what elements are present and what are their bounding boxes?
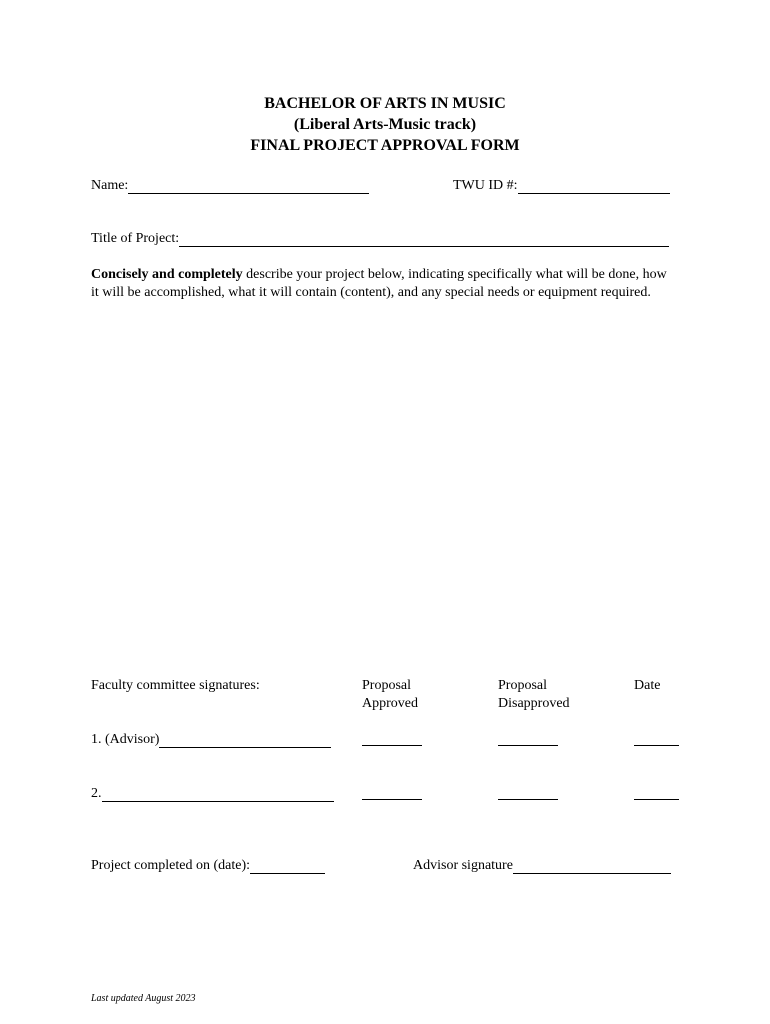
col-disapproved-line1: Proposal — [498, 678, 547, 693]
completion-date-label: Project completed on (date): — [91, 858, 250, 873]
advisor-date-blank[interactable] — [634, 744, 679, 746]
title-line-degree: BACHELOR OF ARTS IN MUSIC — [264, 95, 506, 112]
col-disapproved-line2: Disapproved — [498, 696, 570, 711]
advisor-signature-line[interactable] — [159, 734, 331, 748]
signature-row-2[interactable] — [91, 785, 334, 802]
advisor-signature-field[interactable] — [413, 857, 671, 874]
row2-approved-blank[interactable] — [362, 798, 422, 800]
name-label: Name: — [91, 178, 129, 193]
project-title-label: Title of Project: — [91, 231, 180, 246]
project-title-line[interactable] — [179, 233, 669, 247]
row2-signature-line[interactable] — [102, 788, 334, 802]
col-date: Date — [634, 678, 661, 693]
completion-date-field[interactable] — [91, 857, 325, 874]
twu-id-line[interactable] — [518, 180, 670, 194]
twu-id-label: TWU ID #: — [453, 178, 518, 193]
col-proposal-disapproved — [498, 677, 570, 713]
title-line-form: FINAL PROJECT APPROVAL FORM — [250, 137, 520, 154]
advisor-signature-final-line[interactable] — [513, 860, 671, 874]
advisor-disapproved-blank[interactable] — [498, 744, 558, 746]
advisor-row-label: 1. (Advisor) — [91, 732, 160, 747]
form-title — [0, 93, 770, 156]
row2-date-blank[interactable] — [634, 798, 679, 800]
name-line[interactable] — [128, 180, 369, 194]
description-bold-lead: Concisely and completely — [91, 267, 243, 282]
signatures-heading: Faculty committee signatures: — [91, 678, 260, 693]
last-updated-note: Last updated August 2023 — [91, 993, 196, 1004]
row2-label: 2. — [91, 786, 102, 801]
name-field[interactable] — [91, 177, 369, 194]
col-approved-line1: Proposal — [362, 678, 411, 693]
title-line-track: (Liberal Arts-Music track) — [293, 116, 477, 133]
twu-id-field[interactable] — [453, 177, 670, 194]
signature-row-advisor[interactable] — [91, 731, 331, 748]
advisor-approved-blank[interactable] — [362, 744, 422, 746]
row2-disapproved-blank[interactable] — [498, 798, 558, 800]
advisor-signature-label: Advisor signature — [413, 858, 513, 873]
completion-date-line[interactable] — [250, 860, 325, 874]
project-description-instructions — [91, 266, 671, 302]
col-proposal-approved — [362, 677, 418, 713]
col-approved-line2: Approved — [362, 696, 418, 711]
project-title-field[interactable] — [91, 230, 669, 247]
description-text: describe your project below, indicating specifically what will be done, how it will be accomplished, what it will contain (content), and any special needs or equipment required. — [91, 267, 667, 300]
